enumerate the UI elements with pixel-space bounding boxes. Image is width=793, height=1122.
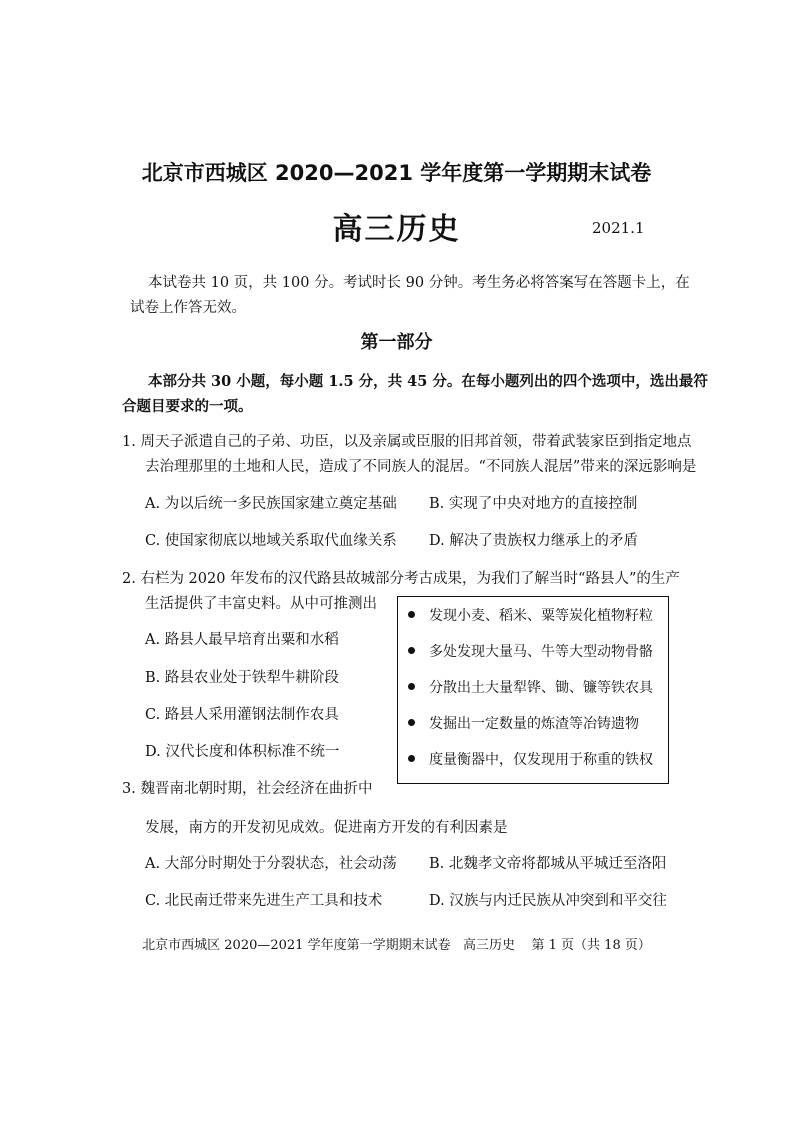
q2-option-c[interactable]: C. 路县人采用灌钢法制作农具	[145, 707, 339, 723]
bullet-icon	[408, 683, 415, 690]
q3-option-c[interactable]: C. 北民南迁带来先进生产工具和技术	[145, 893, 383, 909]
q1-option-a[interactable]: A. 为以后统一多民族国家建立奠定基础	[145, 496, 397, 512]
bullet-icon	[408, 719, 415, 726]
archaeology-findings-box	[397, 596, 669, 784]
finding-item: 发掘出一定数量的炼渣等冶铸遗物	[408, 713, 639, 733]
instructions-line-2: 试卷上作答无效。	[130, 300, 246, 316]
bullet-icon	[408, 647, 415, 654]
finding-item: 多处发现大量马、牛等大型动物骨骼	[408, 641, 653, 661]
exam-date: 2021.1	[592, 219, 645, 237]
q2-option-b[interactable]: B. 路县农业处于铁犁牛耕阶段	[145, 670, 339, 686]
q3-stem-line-1: 3. 魏晋南北朝时期，社会经济在曲折中	[122, 781, 373, 797]
bullet-icon	[408, 755, 415, 762]
q1-stem-line-1: 1. 周天子派遣自己的子弟、功臣，以及亲属或臣服的旧邦首领，带着武装家臣到指定地点	[122, 434, 692, 450]
q3-option-a[interactable]: A. 大部分时期处于分裂状态，社会动荡	[145, 856, 397, 872]
q1-stem-line-2: 去治理那里的土地和人民，造成了不同族人的混居。“不同族人混居”带来的深远影响是	[145, 459, 697, 475]
exam-title: 北京市西城区 2020—2021 学年度第一学期期末试卷	[141, 161, 652, 185]
finding-item: 发现小麦、稻米、粟等炭化植物籽粒	[408, 605, 653, 625]
q1-option-d[interactable]: D. 解决了贵族权力继承上的矛盾	[429, 533, 638, 549]
q2-option-a[interactable]: A. 路县人最早培育出粟和水稻	[145, 632, 339, 648]
instructions-line-1: 本试卷共 10 页，共 100 分。考试时长 90 分钟。考生务必将答案写在答题卡上，在	[148, 275, 690, 291]
part-one-heading: 第一部分	[360, 332, 433, 353]
q2-stem-line-1: 2. 右栏为 2020 年发布的汉代路县故城部分考古成果，为我们了解当时“路县人”的生产	[122, 571, 680, 587]
q1-option-b[interactable]: B. 实现了中央对地方的直接控制	[429, 496, 638, 512]
bullet-icon	[408, 611, 415, 618]
q2-stem-line-2: 生活提供了丰富史料。从中可推测出	[145, 596, 377, 612]
q3-option-b[interactable]: B. 北魏孝文帝将都城从平城迁至洛阳	[429, 856, 667, 872]
q1-option-c[interactable]: C. 使国家彻底以地域关系取代血缘关系	[145, 533, 397, 549]
q2-option-d[interactable]: D. 汉代长度和体积标准不统一	[145, 744, 340, 760]
part-one-desc-line-1: 本部分共 30 小题，每小题 1.5 分，共 45 分。在每小题列出的四个选项中，选出最符	[148, 373, 708, 390]
finding-item: 分散出土大量犁铧、锄、镰等铁农具	[408, 677, 653, 697]
page-footer: 北京市西城区 2020—2021 学年度第一学期期末试卷 高三历史 第 1 页（共 18 页）	[142, 938, 651, 953]
subject-title: 高三历史	[332, 212, 461, 247]
part-one-desc-line-2: 合题目要求的一项。	[122, 398, 253, 415]
q3-option-d[interactable]: D. 汉族与内迁民族从冲突到和平交往	[429, 893, 667, 909]
q3-stem-line-2: 发展，南方的开发初见成效。促进南方开发的有利因素是	[145, 820, 508, 836]
finding-item: 度量衡器中，仅发现用于称重的铁权	[408, 749, 653, 769]
